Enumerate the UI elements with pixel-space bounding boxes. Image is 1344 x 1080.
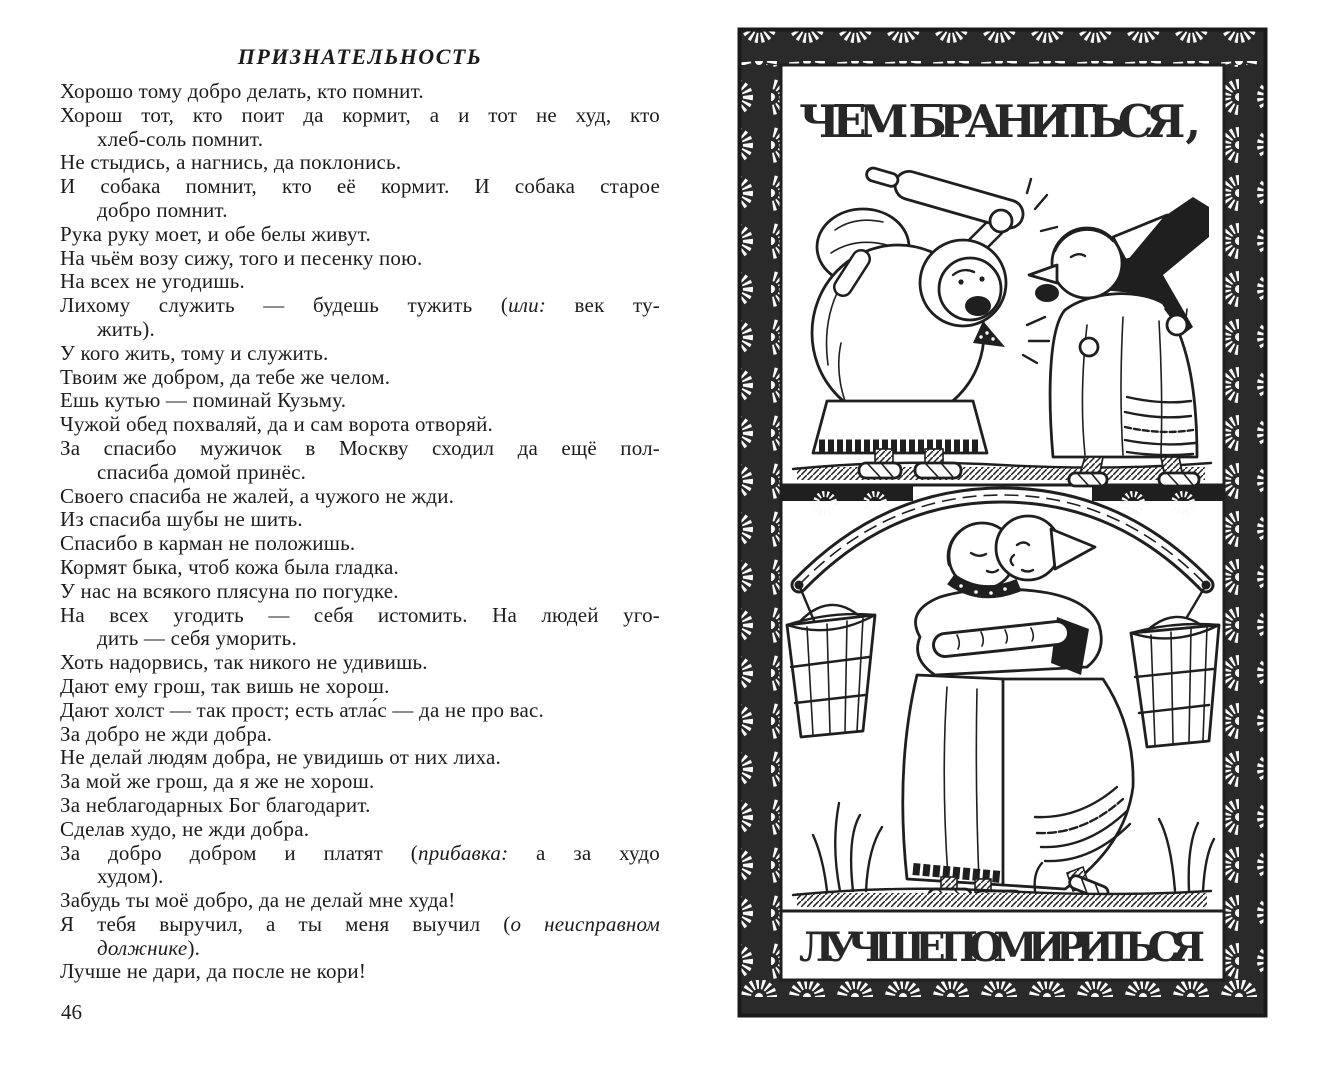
bottom-caption: ЛУЧШЕ ПОМИРИТЬСЯ <box>799 924 1205 971</box>
proverb-line: должнике). <box>97 935 201 960</box>
proverb-line: За добро добром и платят (прибавка: а за худо <box>60 840 660 865</box>
proverb-line: За неблагодарных Бог благодарит. <box>60 792 371 817</box>
proverb-line: хлеб-соль помнит. <box>97 126 264 151</box>
text-column <box>60 44 660 984</box>
proverb-line: добро помнит. <box>97 197 228 222</box>
proverb-line: За добро не жди добра. <box>60 721 273 746</box>
proverb-line: У кого жить, тому и служить. <box>60 340 329 365</box>
bucket-left <box>787 605 875 737</box>
lubok-illustration <box>735 25 1270 1020</box>
proverb-line: Рука руку моет, и обе белы живут. <box>60 221 371 246</box>
proverb-line: Твоим же добром, да тебе же челом. <box>60 364 391 389</box>
proverb-line: На всех угодить — себя истомить. На людей уго- <box>60 602 660 627</box>
lubok-illustration-svg <box>735 25 1270 1020</box>
proverb-line: худом). <box>97 864 164 889</box>
bottom-banner <box>781 911 1224 980</box>
proverb-line: Спасибо в карман не положишь. <box>60 531 356 556</box>
proverb-line: Я тебя выручил, а ты меня выучил (о неисправном <box>60 911 660 936</box>
proverb-line: Хорош тот, кто поит да кормит, а и тот не худ, кто <box>60 102 660 127</box>
proverb-line: Хорошо тому добро делать, кто помнит. <box>60 79 424 103</box>
proverb-line: За мой же грош, да я же не хорош. <box>60 769 375 794</box>
proverb-list <box>60 80 660 984</box>
proverb-line: Дают ему грош, так вишь не хорош. <box>60 673 390 698</box>
bucket-right <box>1131 617 1219 747</box>
proverb-line: Ешь кутью — поминай Кузьму. <box>60 388 347 413</box>
proverb-line: И собака помнит, кто её кормит. И собака старое <box>60 174 660 199</box>
proverb-line: дить — себя уморить. <box>97 626 297 651</box>
proverb-line: На чьём возу сижу, того и песенку пою. <box>60 245 423 270</box>
quarrel-panel <box>781 65 1224 486</box>
proverb-line: Своего спасиба не жалей, а чужого не жди. <box>60 483 455 508</box>
proverb-line: Дают холст — так прост; есть атла́с — да не про вас. <box>60 697 544 722</box>
proverb-line: Лихому служить — будешь тужить (или: век ту- <box>60 293 660 318</box>
proverb-line: Не стыдись, а нагнись, да поклонись. <box>60 150 402 175</box>
section-title: ПРИЗНАТЕЛЬНОСТЬ <box>237 44 483 69</box>
top-caption: ЧЕМ БРАНИТЬСЯ , <box>799 95 1201 148</box>
proverb-line: За спасибо мужичок в Москву сходил да ещё пол- <box>60 435 660 460</box>
proverb-line: Сделав худо, не жди добра. <box>60 816 310 841</box>
proverb-line: Забудь ты моё добро, да не делай мне худа! <box>60 888 456 913</box>
proverb-line: Из спасиба шубы не шить. <box>60 507 303 532</box>
proverb-line: У нас на всякого плясуна по погудке. <box>60 578 399 603</box>
proverb-line: жить). <box>97 316 155 341</box>
proverb-line: спасиба домой принёс. <box>97 459 307 484</box>
proverb-line: Лучше не дари, да после не кори! <box>60 959 367 984</box>
page-number: 46 <box>61 1000 82 1024</box>
proverb-line: Кормят быка, чтоб кожа была гладка. <box>60 554 399 579</box>
proverb-line: Чужой обед похваляй, да и сам ворота отворяй. <box>60 412 493 437</box>
proverb-line: На всех не угодишь. <box>60 269 245 294</box>
proverb-line: Не делай людям добра, не увидишь от них лиха. <box>60 745 501 770</box>
proverb-line: Хоть надорвись, так никого не удивишь. <box>60 650 428 675</box>
